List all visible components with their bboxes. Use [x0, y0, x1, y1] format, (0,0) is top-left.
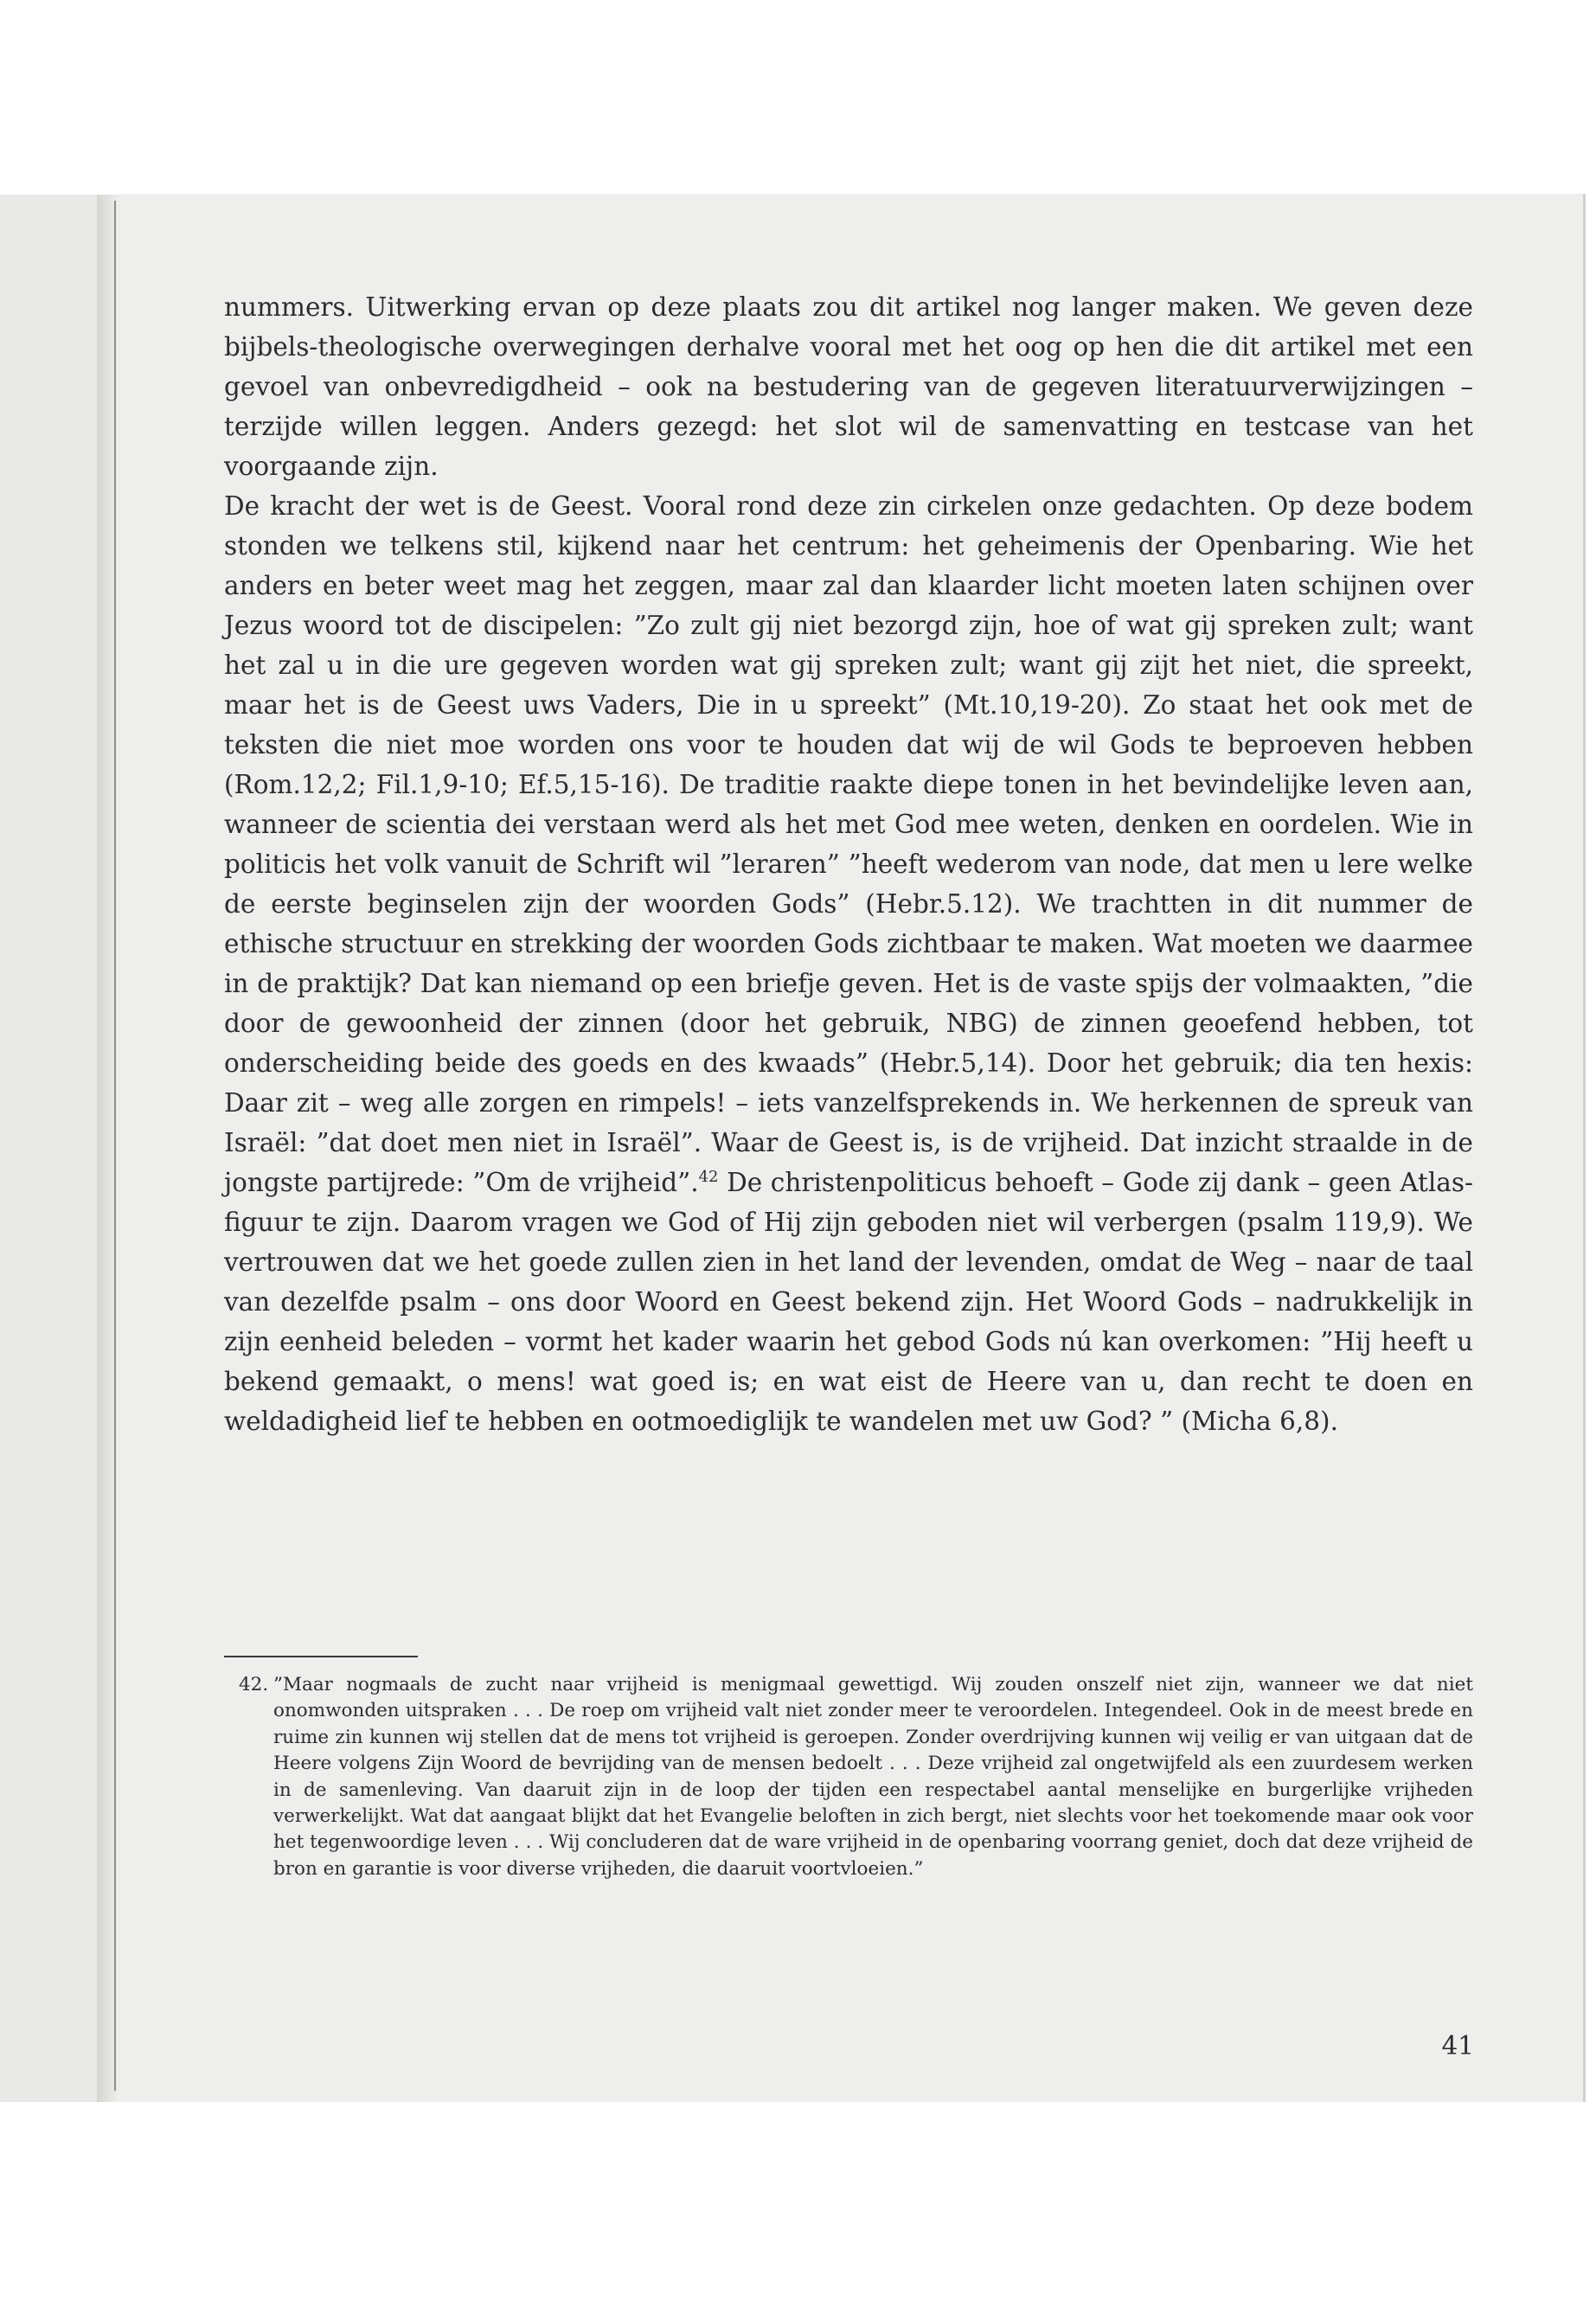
footnote-reference: 42: [698, 1168, 719, 1187]
paragraph-text: nummers. Uitwerking ervan op deze plaats zou dit artikel nog langer maken. We geven deze bijbels-theologische overwegingen derhalve vooral met het oog op hen die dit artikel met een gevoel van onbevredigdheid – ook na bestudering van de gegeven literatuurverwijzingen – terzijde willen leggen. Anders gezegd: het slot wil de samenvatting en testcase van het voorgaande zijn.: [224, 292, 1473, 481]
footnote-separator: [224, 1656, 418, 1657]
gutter-shadow-line: [114, 201, 116, 2091]
footnote-text: ”Maar nogmaals de zucht naar vrijheid is menigmaal gewettigd. Wij zouden onszelf niet zijn, wanneer we dat niet onomwonden uitspraken . . . De roep om vrijheid valt niet zonder meer te veroordelen. Integendeel. Ook in de meest brede en ruime zin kunnen wij stellen dat de mens tot vrijheid is geroepen. Zonder overdrijving kunnen wij veilig er van uitgaan dat de Heere volgens Zijn Woord de bevrijding van de mensen bedoelt . . . Deze vrijheid zal ongetwijfeld als een zuurdesem werken in de samenleving. Van daaruit zijn in de loop der tijden een respectabel aantal menselijke en burgerlijke vrijheden verwerkelijkt. Wat dat aangaat blijkt dat het Evangelie beloften in zich bergt, niet slechts voor het toekomende maar ook voor het tegenwoordige leven . . . Wij concluderen dat de ware vrijheid in de openbaring voorrang geniet, doch dat deze vrijheid de bron en garantie is voor diverse vrijheden, die daaruit voortvloeien.”: [273, 1674, 1473, 1880]
page-right-edge: [1583, 194, 1586, 2102]
previous-page-edge: [0, 195, 97, 2102]
main-text: [224, 287, 1473, 1441]
footnote-number: 42.: [239, 1674, 269, 1695]
paragraph-text: De christenpoliticus behoeft – Gode zij dank – geen Atlas-figuur te zijn. Daarom vragen we God of Hij zijn geboden niet wil verbergen (psalm 119,9). We vertrouwen dat we het goede zullen zien in het land der levenden, omdat de Weg – naar de taal van dezelfde psalm – ons door Woord en Geest bekend zijn. Het Woord Gods – nadrukkelijk in zijn eenheid beleden – vormt het kader waarin het gebod Gods nú kan overkomen: ”Hij heeft u bekend gemaakt, o mens! wat goed is; en wat eist de Heere van u, dan recht te doen en weldadigheid lief te hebben en ootmoediglijk te wandelen met uw God? ” (Micha 6,8).: [224, 1168, 1473, 1436]
page-number: 41: [1441, 2031, 1474, 2061]
paragraph: [224, 287, 1473, 486]
paragraph-text: De kracht der wet is de Geest. Vooral rond deze zin cirkelen onze gedachten. Op deze bodem stonden we telkens stil, kijkend naar het centrum: het geheimenis der Openbaring. Wie het anders en beter weet mag het zeggen, maar zal dan klaarder licht moeten laten schijnen over Jezus woord tot de discipelen: ”Zo zult gij niet bezorgd zijn, hoe of wat gij spreken zult; want het zal u in die ure gegeven worden wat gij spreken zult; want gij zijt het niet, die spreekt, maar het is de Geest uws Vaders, Die in u spreekt” (Mt.10,19-20). Zo staat het ook met de teksten die niet moe worden ons voor te houden dat wij de wil Gods te beproeven hebben (Rom.12,2; Fil.1,9-10; Ef.5,15-16). De traditie raakte diepe tonen in het bevindelijke leven aan, wanneer de scientia dei verstaan werd als het met God mee weten, denken en oordelen. Wie in politicis het volk vanuit de Schrift wil ”leraren” ”heeft wederom van node, dat men u lere welke de eerste beginselen zijn der woorden Gods” (Hebr.5.12). We trachtten in dit nummer de ethische structuur en strekking der woorden Gods zichtbaar te maken. Wat moeten we daarmee in de praktijk? Dat kan niemand op een briefje geven. Het is de vaste spijs der volmaakten, ”die door de gewoonheid der zinnen (door het gebruik, NBG) de zinnen geoefend hebben, tot onderscheiding beide des goeds en des kwaads” (Hebr.5,14). Door het gebruik; dia ten hexis: Daar zit – weg alle zorgen en rimpels! – iets vanzelfsprekends in. We herkennen de spreuk van Israël: ”dat doet men niet in Israël”. Waar de Geest is, is de vrijheid. Dat inzicht straalde in de jongste partijrede: ”Om de vrijheid”.: [224, 491, 1473, 1197]
footnote: [239, 1672, 1473, 1882]
paragraph: [224, 486, 1473, 1441]
